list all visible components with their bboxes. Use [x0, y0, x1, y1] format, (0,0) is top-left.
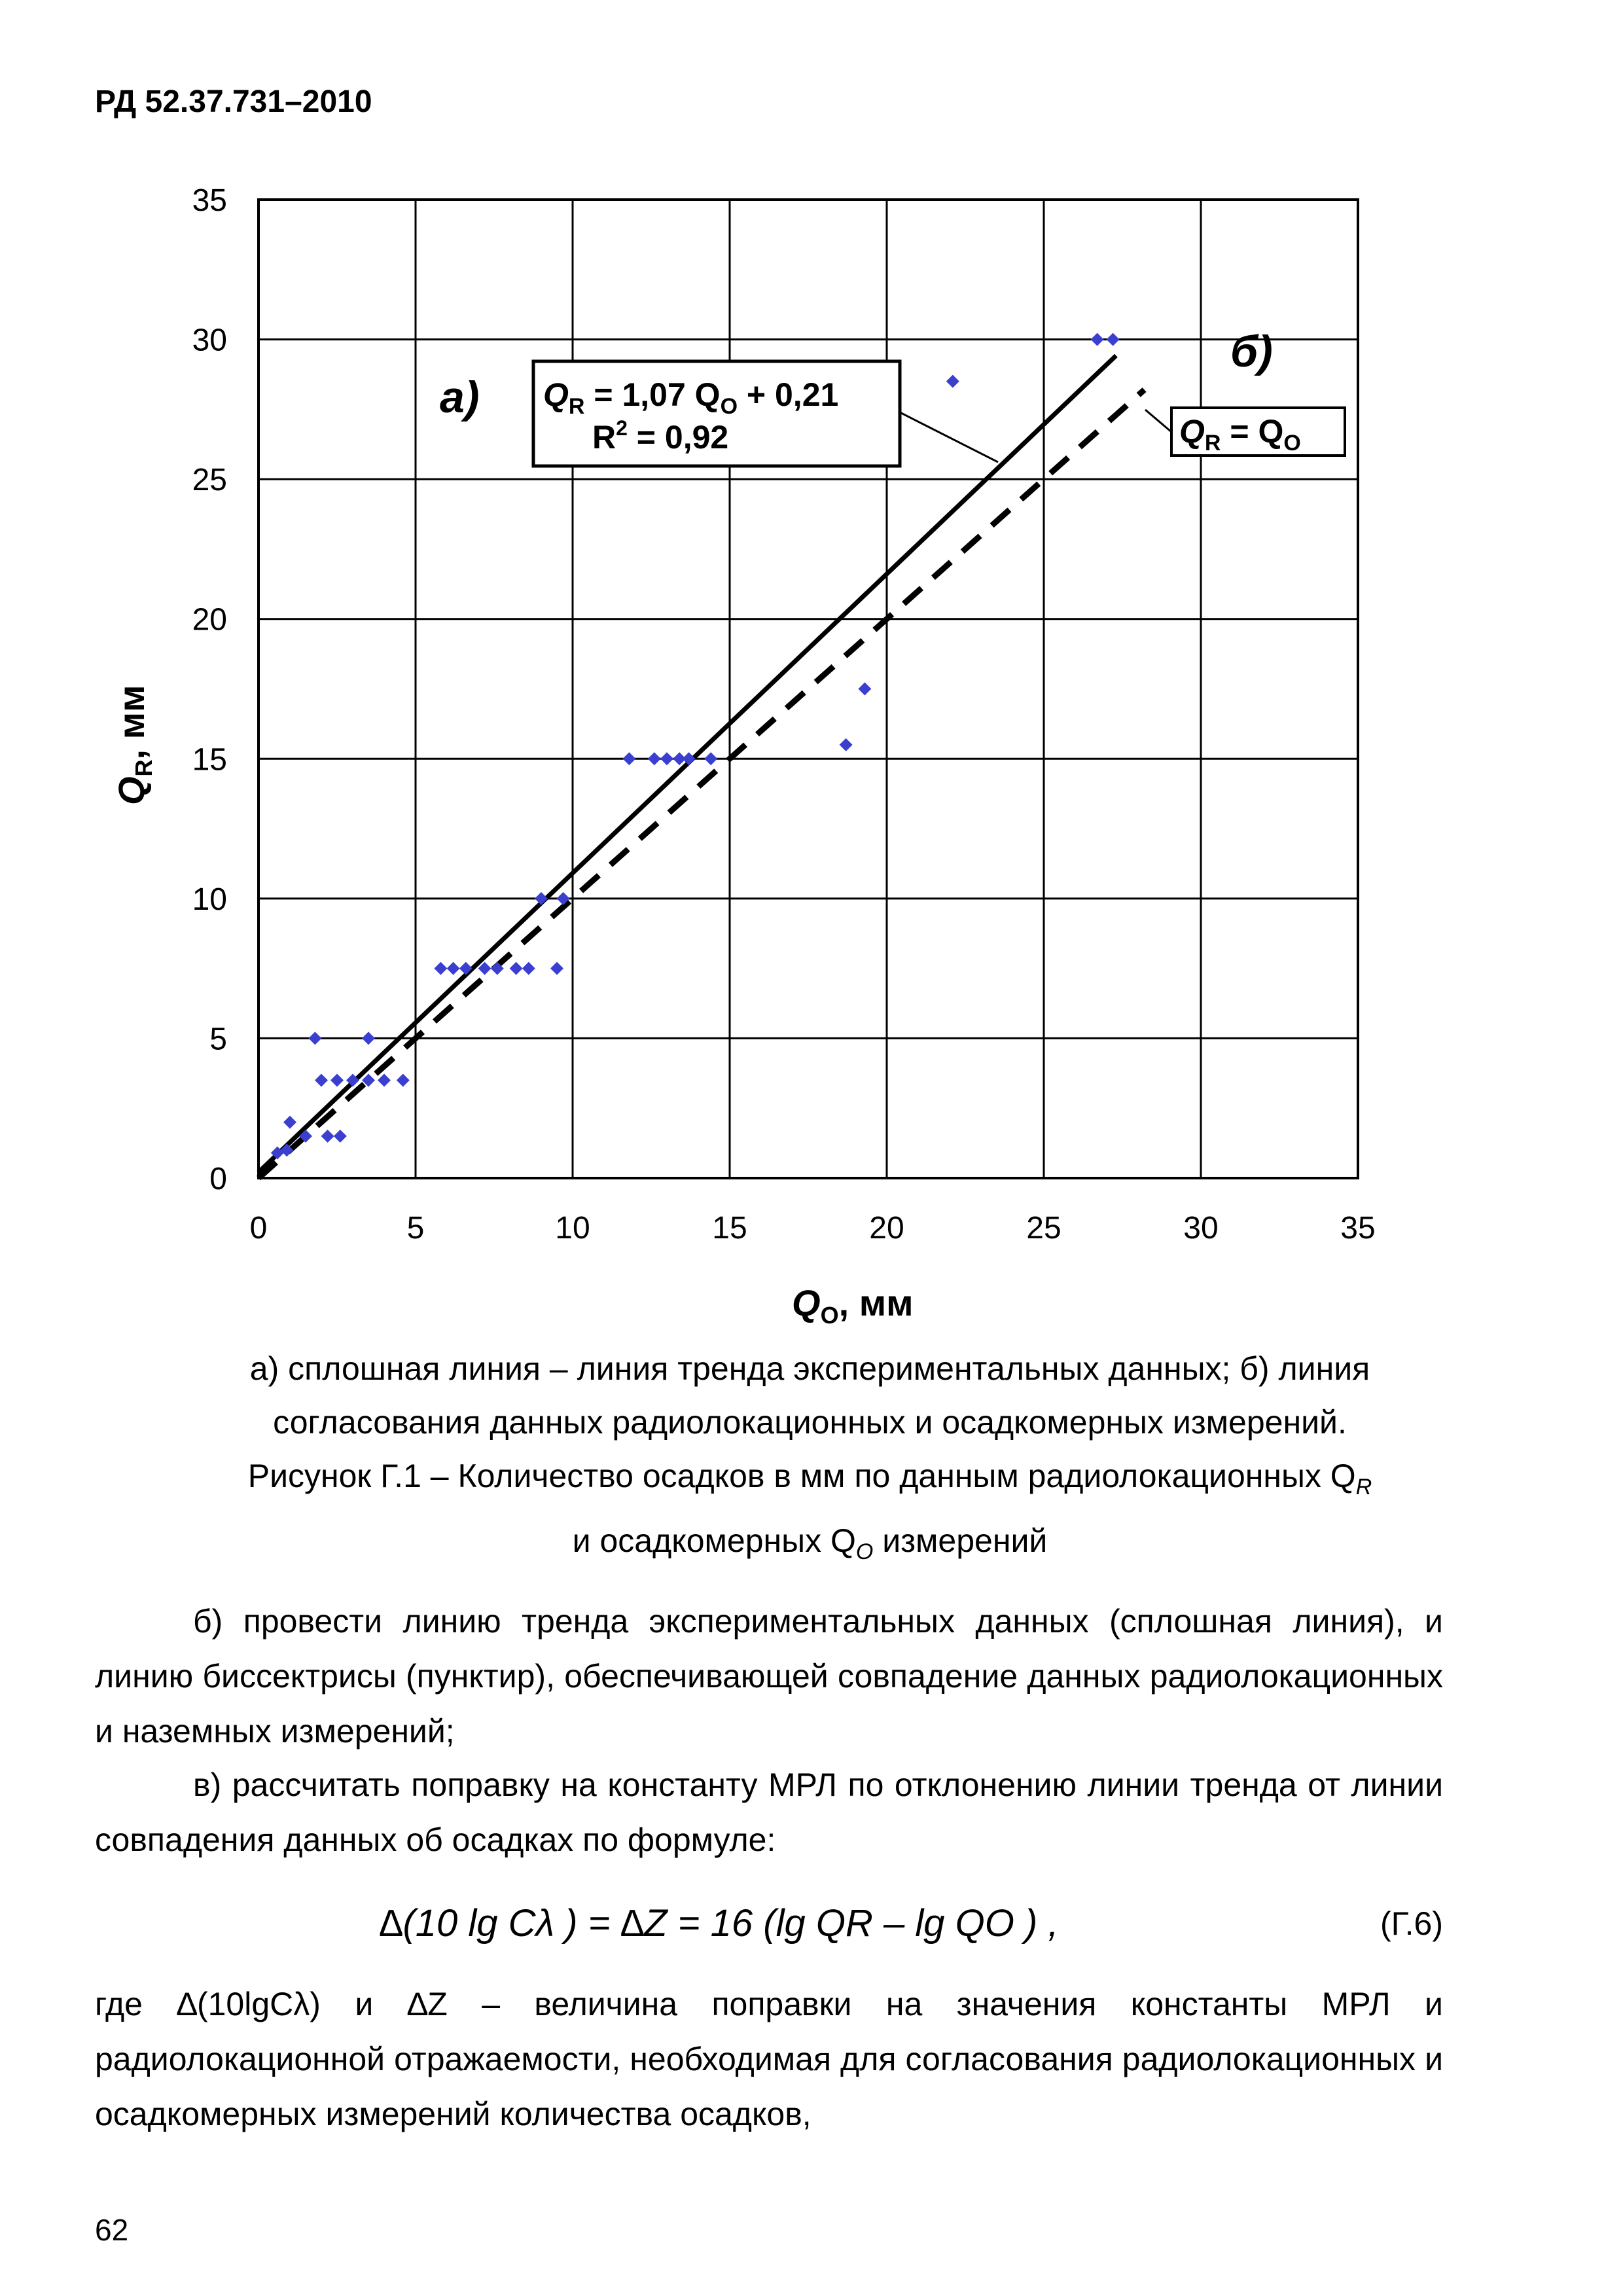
- trend-equation-leader: [900, 412, 998, 462]
- data-point: [362, 1031, 375, 1045]
- data-point: [378, 1074, 391, 1087]
- data-point: [840, 738, 853, 751]
- data-point: [321, 1130, 334, 1143]
- x-tick-label: 0: [249, 1211, 268, 1246]
- data-point: [535, 892, 548, 905]
- y-tick-label: 20: [192, 602, 227, 637]
- data-point: [522, 962, 535, 975]
- paragraph-where: где ∆(10lgCλ) и ∆Z – величина поправки на значения константы МРЛ и радиолокационной отражаемости, необходимая для согласования радиолокационных и осадкомерных измерений количества осадков,: [95, 1986, 1443, 2132]
- y-tick-label: 10: [192, 882, 227, 917]
- caption-line-3: Рисунок Г.1 – Количество осадков в мм по данным радиолокационных $Q_R$: [247, 1458, 1372, 1499]
- data-point: [1107, 333, 1120, 346]
- y-tick-label: 25: [192, 463, 227, 498]
- data-point: [1091, 333, 1104, 346]
- bisector-equation: $Q_R = Q_O$: [1179, 413, 1301, 456]
- data-point: [683, 752, 696, 765]
- y-axis-label: $Q_R$, мм: [111, 685, 157, 805]
- data-point: [660, 752, 673, 765]
- bisector-line: [259, 389, 1145, 1178]
- x-tick-label: 35: [1340, 1211, 1376, 1246]
- y-tick-label: 15: [192, 742, 227, 778]
- x-tick-label: 25: [1026, 1211, 1061, 1246]
- data-point: [550, 962, 563, 975]
- paragraph-c: в) рассчитать поправку на константу МРЛ по отклонению линии тренда от линии совпадения данных об осадках по формуле:: [95, 1767, 1443, 1858]
- r-squared: $R^2 = 0,92$: [592, 416, 729, 456]
- data-point: [434, 962, 447, 975]
- x-tick-label: 20: [869, 1211, 904, 1246]
- caption-line-4: и осадкомерных $Q_O$ измерений: [572, 1522, 1048, 1564]
- data-point: [447, 962, 460, 975]
- data-point: [946, 375, 959, 388]
- y-tick-label: 5: [209, 1022, 227, 1057]
- label-trend: а): [440, 372, 480, 422]
- x-tick-label: 15: [712, 1211, 747, 1246]
- trend-equation: $Q_R = 1,07$ $Q_O + 0,21$: [543, 376, 839, 419]
- data-point: [648, 752, 661, 765]
- x-tick-label: 10: [555, 1211, 590, 1246]
- y-axis-ticks: [192, 183, 227, 1196]
- figure-caption: [95, 1342, 1525, 1579]
- caption-line-1: а) сплошная линия – линия тренда экспериментальных данных; б) линия: [249, 1350, 1370, 1387]
- trend-line: [259, 355, 1116, 1172]
- label-bisector: б): [1230, 327, 1273, 376]
- data-point: [510, 962, 523, 975]
- x-tick-label: 5: [406, 1211, 425, 1246]
- data-point: [397, 1074, 410, 1087]
- chart: [105, 151, 1453, 1329]
- y-tick-label: 0: [209, 1162, 227, 1196]
- data-point: [283, 1116, 296, 1129]
- data-point: [858, 683, 871, 696]
- data-point: [330, 1074, 344, 1087]
- data-point: [622, 752, 635, 765]
- formula: ∆(10 lg Cλ ) = ∆Z = 16 (lg QR – lg QO ) ,: [380, 1902, 1059, 1945]
- x-tick-label: 30: [1183, 1211, 1219, 1246]
- formula-number: (Г.6): [1380, 1905, 1443, 1942]
- chart-svg: [105, 151, 1453, 1329]
- data-point: [308, 1031, 321, 1045]
- y-tick-label: 35: [192, 183, 227, 218]
- data-point: [334, 1130, 347, 1143]
- y-tick-label: 30: [192, 323, 227, 358]
- page-number: 62: [95, 2213, 129, 2247]
- x-axis-label: $Q_O$, мм: [792, 1282, 914, 1329]
- data-point: [704, 752, 717, 765]
- data-point: [315, 1074, 328, 1087]
- bisector-equation-leader: [1145, 410, 1171, 432]
- x-axis-ticks: [250, 1211, 1376, 1246]
- caption-line-2: согласования данных радиолокационных и осадкомерных измерений.: [273, 1404, 1347, 1441]
- paragraph-b: б) провести линию тренда экспериментальных данных (сплошная линия), и линию биссектрисы (пунктир), обеспечивающей совпадение данных радиолокационных и наземных измерений;: [95, 1603, 1443, 1749]
- document-code: РД 52.37.731–2010: [95, 84, 372, 119]
